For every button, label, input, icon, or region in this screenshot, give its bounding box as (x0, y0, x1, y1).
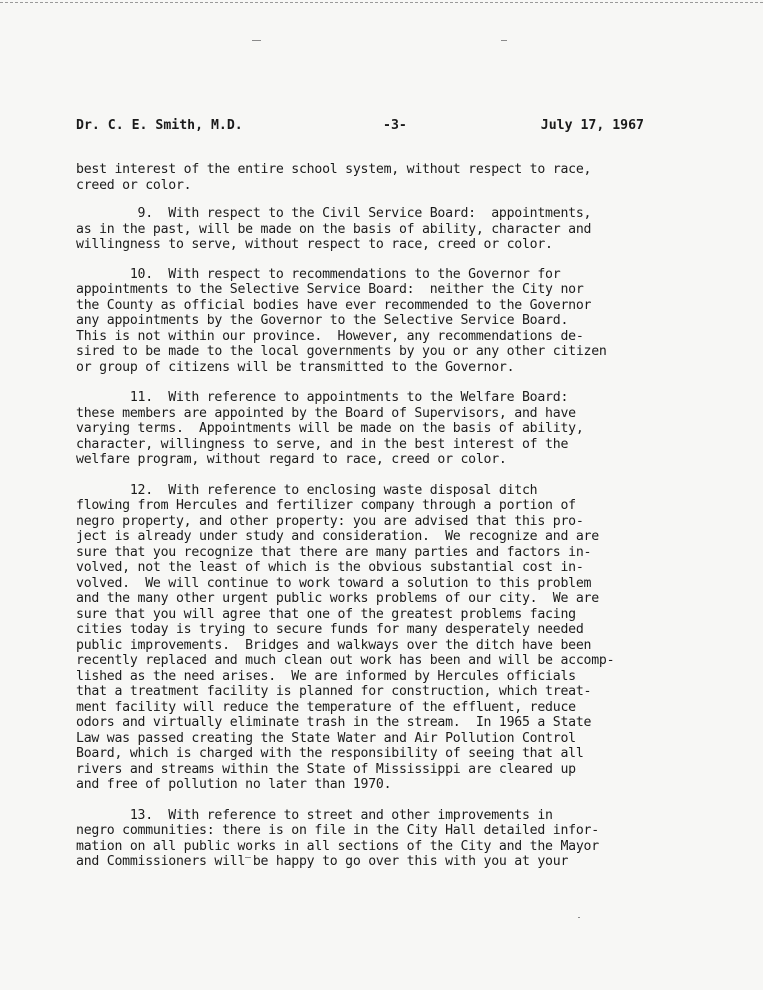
page-number: -3- (383, 118, 407, 133)
text-line: rivers and streams within the State of Mississippi are cleared up (76, 761, 576, 777)
scan-speck (252, 40, 261, 41)
paragraph-13 (76, 808, 701, 870)
text-line: 10. With respect to recommendations to the Governor for (76, 266, 561, 282)
text-line: negro communities: there is on file in the City Hall detailed infor- (76, 823, 599, 838)
text-line: recently replaced and much clean out work has been and will be accomp- (76, 653, 615, 668)
text-line: Board, which is charged with the responsibility of seeing that all (76, 746, 584, 761)
letter-body (76, 162, 701, 884)
text-line: best interest of the entire school system, without respect to race, (76, 162, 592, 177)
text-line: 13. With reference to street and other improvements in (76, 807, 553, 823)
paragraph-9 (76, 206, 701, 253)
scan-top-edge (0, 2, 763, 3)
text-line: 9. With respect to the Civil Service Board: appointments, (76, 206, 592, 221)
text-line: and free of pollution no later than 1970. (76, 777, 392, 792)
text-line: the County as official bodies have ever recommended to the Governor (76, 297, 592, 313)
text-line: 12. With reference to enclosing waste disposal ditch (76, 482, 538, 498)
text-line: negro property, and other property: you are advised that this pro- (76, 513, 584, 529)
text-line: and the many other urgent public works problems of our city. We are (76, 591, 599, 606)
text-line: public improvements. Bridges and walkways over the ditch have been (76, 637, 592, 653)
paragraph-continuation (76, 162, 701, 193)
text-line: mation on all public works in all sections of the City and the Mayor (76, 838, 599, 854)
scan-speck (501, 40, 507, 41)
text-line: This is not within our province. However, any recommendations de- (76, 328, 584, 344)
text-line: odors and virtually eliminate trash in the stream. In 1965 a State (76, 715, 592, 730)
text-line: flowing from Hercules and fertilizer company through a portion of (76, 498, 576, 513)
paragraph-11 (76, 390, 701, 468)
text-line: sired to be made to the local governments by you or any other citizen (76, 344, 607, 359)
text-line: willingness to serve, without respect to race, creed or color. (76, 237, 553, 252)
letter-date: July 17, 1967 (540, 118, 644, 133)
text-line: welfare program, without regard to race, creed or color. (76, 452, 507, 467)
letter-header (76, 118, 644, 138)
recipient-name: Dr. C. E. Smith, M.D. (76, 118, 243, 133)
text-line: volved. We will continue to work toward a solution to this problem (76, 575, 592, 591)
text-line: that a treatment facility is planned for construction, which treat- (76, 684, 592, 699)
text-line: sure that you recognize that there are many parties and factors in- (76, 544, 592, 560)
text-line: appointments to the Selective Service Board: neither the City nor (76, 282, 584, 297)
text-line: volved, not the least of which is the obvious substantial cost in- (76, 560, 584, 575)
text-line: sure that you will agree that one of the greatest problems facing (76, 606, 576, 622)
text-line: and Commissioners will be happy to go over this with you at your (76, 854, 569, 869)
paragraph-10 (76, 267, 701, 376)
text-line: ject is already under study and consideration. We recognize and are (76, 529, 599, 544)
text-line: Law was passed creating the State Water and Air Pollution Control (76, 730, 576, 746)
text-line: as in the past, will be made on the basis of ability, character and (76, 221, 592, 237)
text-line: creed or color. (76, 177, 192, 193)
text-line: character, willingness to serve, and in the best interest of the (76, 436, 569, 452)
paragraph-12 (76, 483, 701, 793)
text-line: lished as the need arises. We are informed by Hercules officials (76, 668, 576, 684)
text-line: these members are appointed by the Board of Supervisors, and have (76, 405, 576, 421)
text-line: 11. With reference to appointments to the Welfare Board: (76, 390, 569, 405)
text-line: or group of citizens will be transmitted to the Governor. (76, 359, 515, 375)
text-line: ment facility will reduce the temperature of the effluent, reduce (76, 699, 576, 715)
text-line: any appointments by the Governor to the Selective Service Board. (76, 313, 569, 328)
text-line: varying terms. Appointments will be made on the basis of ability, (76, 421, 584, 436)
scan-speck (578, 917, 580, 918)
text-line: cities today is trying to secure funds for many desperately needed (76, 622, 584, 637)
